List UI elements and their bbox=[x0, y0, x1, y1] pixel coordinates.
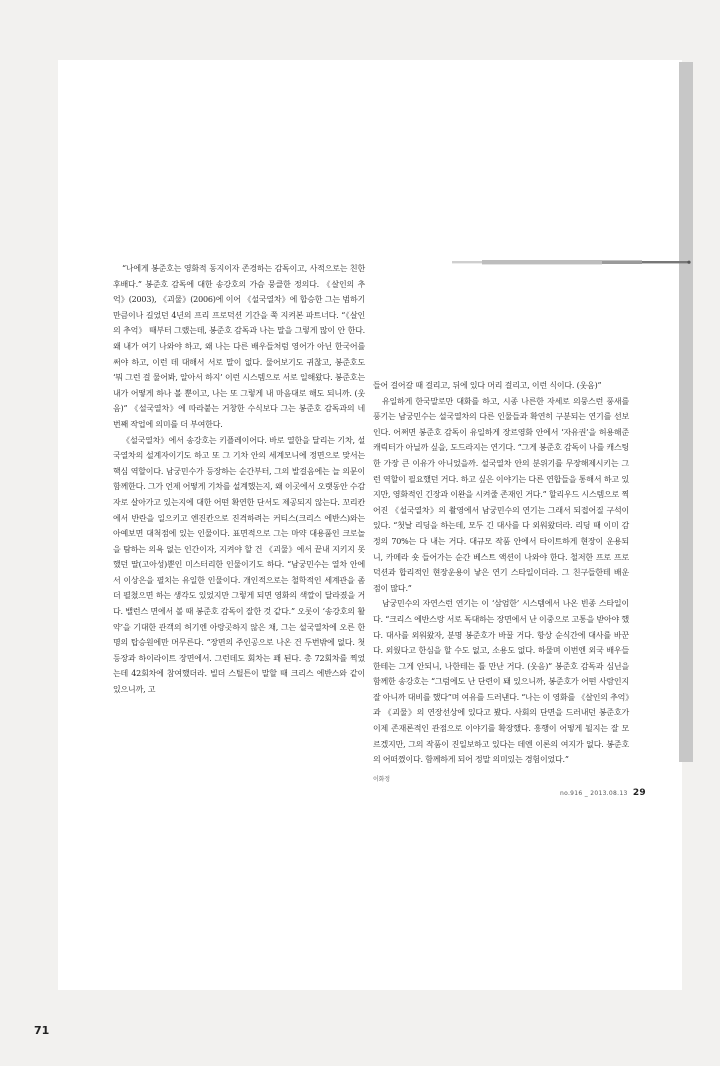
author-credit: 이화정 bbox=[373, 775, 390, 783]
folio bbox=[560, 788, 646, 798]
photo-edge bbox=[679, 62, 693, 762]
paragraph: 《설국열차》에서 송강호는 키플레이어다. 바로 열한을 달리는 기차, 설국열차의 설계자이기도 하고 또 그 기차 안의 세계모니에 정면으로 맞서는 핵심 역할이다. 남궁민수가 등장하는 순간부터, 그의 발걸음에는 늘 의문이 함께한다. 그가 언제 어떻게 기차를 설계했는지, 왜 이곳에서 오랫동안 수감자로 살아가고 있는지에 대한 어떤 확연한 단서도 제공되지 않는다. 꼬리칸에서 반란을 일으키고 엔진칸으로 진격하려는 커티스(크리스 에반스)와는 아예보면 대척점에 있는 인물이다. 표면적으로 그는 마약 대용품인 크로놀을 탐하는 의욕 없는 인간이자, 지켜야 할 건 《괴물》에서 끝내 지키지 못했던 딸(고아성)뿐인 미스터리한 인물이기도 하다. “남궁민수는 열차 안에서 이상은을 펼치는 유일한 인물이다. 개인적으로는 철학적인 세계관을 좀더 펼쳤으면 하는 생각도 있었지만 그렇게 되면 영화의 색깔이 달라졌을 거다. 밸런스 면에서 볼 때 봉준호 감독이 잘한 것 같다.” 오롯이 ‘송강호의 활약’을 기대한 관객의 허기엔 아랑곳하지 않은 채, 그는 설국열차에 오른 한명의 탑승원에만 머무른다. “장면의 주인공으로 나온 건 두번밖에 없다. 첫 등장과 하이라이트 장면에서. 그런데도 회차는 꽤 된다. 총 72회차를 찍었는데 42회차에 참여했더라. 빌더 스틸튼이 말할 때 크리스 에반스와 같이 있으니까, 고 bbox=[113, 435, 365, 695]
paragraph: 남궁민수의 자연스런 연기는 이 ‘삼엄한’ 시스템에서 나온 빈종 스타일이다. “크리스 에반스랑 서로 독대하는 장면에서 난 이중으로 고통을 받아야 했다. 대사를 외워왔자, 분명 봉준호가 바꿀 거다. 항상 순식간에 대사를 바꾼다. 외웠다고 한심을 할 수도 없고, 소용도 없다. 하물며 이번엔 외국 배우들한테는 그게 안되니, 나한테는 틀 만난 거다. (웃음)” 봉준호 감독과 심닌을 함께한 송강호는 “그럼에도 난 단련이 돼 있으니까, 봉준호가 어떤 사람인지 잘 아니까 대비를 했다”며 여유를 드러낸다. “나는 이 영화를 《살인의 추억》과 《괴물》의 연장선상에 있다고 봤다. 사회의 단면을 드러내던 봉준호가 이제 존재론적인 관점으로 이야기를 확장했다. 흥행이 어떻게 될지는 잘 모르겠지만, 그의 작품이 진일보하고 있다는 데엔 이론의 여지가 없다. 봉준호의 어떠꼈이다. 함께하게 되어 정말 의미있는 경험이었다.” bbox=[373, 599, 629, 765]
paragraph: “나에게 봉준호는 영화적 동지이자 존경하는 감독이고, 사적으로는 친한 후배다.” 봉준호 감독에 대한 송강호의 가슴 뭉클한 정의다. 《살인의 추억》(2003), 《괴물》(2006)에 이어 《설국열차》에 합승한 그는 범하기만큼이나 길었던 4년의 프리 프로덕션 기간을 쭉 지켜본 파트너다. “《살인의 추억》 때부터 그랬는데, 봉준호 감독과 나는 말을 그렇게 많이 안 한다. 왜 내가 여기 나와야 하고, 왜 나는 다른 배우들처럼 영어가 아닌 한국어를 써야 하고, 이런 데 대해서 서로 말이 없다. 물어보기도 귀찮고, 봉준호도 ‘뭐 그런 걸 물어봐, 알아서 하지’ 이런 시스템으로 서로 일해왔다. 봉준호는 내가 어떻게 하나 볼 뿐이고, 나는 또 그렇게 내 마음대로 해도 되니까. (웃음)” 《설국열차》에 따라붙는 거창한 수식보다 그는 봉준호 감독과의 네 번째 작업에 의미를 더 부여한다. bbox=[113, 264, 365, 429]
paragraph: 들어 걸어갈 때 걸리고, 뒤에 있다 머리 걸리고, 이런 식이다. (웃음)” bbox=[373, 381, 602, 390]
article-right-column bbox=[373, 378, 629, 783]
pen-illustration bbox=[452, 256, 692, 268]
article-left-column bbox=[113, 261, 365, 856]
folio-page-number: 29 bbox=[632, 788, 646, 798]
issue-info: no.916 _ 2013.08.13 bbox=[560, 790, 628, 797]
page-number: 71 bbox=[34, 1024, 50, 1037]
paragraph: 유일하게 한국말로만 대화를 하고, 시종 나른한 자세로 의뭉스런 풍새를 풍기는 남궁민수는 설국열차의 다른 인물들과 확연히 구분되는 연기를 선보인다. 어쩌면 봉준호 감독이 유일하게 장르영화 안에서 ‘자유권’을 허용해준 캐릭터가 아닐까 싶을, 도드라지는 연기다. “그게 봉준호 감독이 나를 캐스팅한 가장 큰 이유가 아니었을까. 설국열차 안의 분위기를 무장해제시키는 그런 역할이 필요했던 거다. 하고 싶은 이야기는 다른 연합들을 통해서 하고 있지만, 영화적인 긴장과 이완을 시켜줄 존재인 거다.” 할리우드 시스템으로 찍어진 《설국열차》의 촬영에서 남궁민수의 연기는 그래서 되접어질 구석이 있다. “첫날 리딩을 하는데, 모두 긴 대사를 다 외워왔더라. 리딩 때 이미 감정의 70%는 다 내는 거다. 대규모 작품 안에서 타이트하게 현장이 운용되니, 카메라 숏 들어가는 순간 베스트 액션이 나와야 한다. 철저한 프로 프로덕션과 합리적인 현장운용이 낳은 연기 스타일이더라. 그 친구들한테 배운 점이 많다.” bbox=[373, 396, 629, 593]
